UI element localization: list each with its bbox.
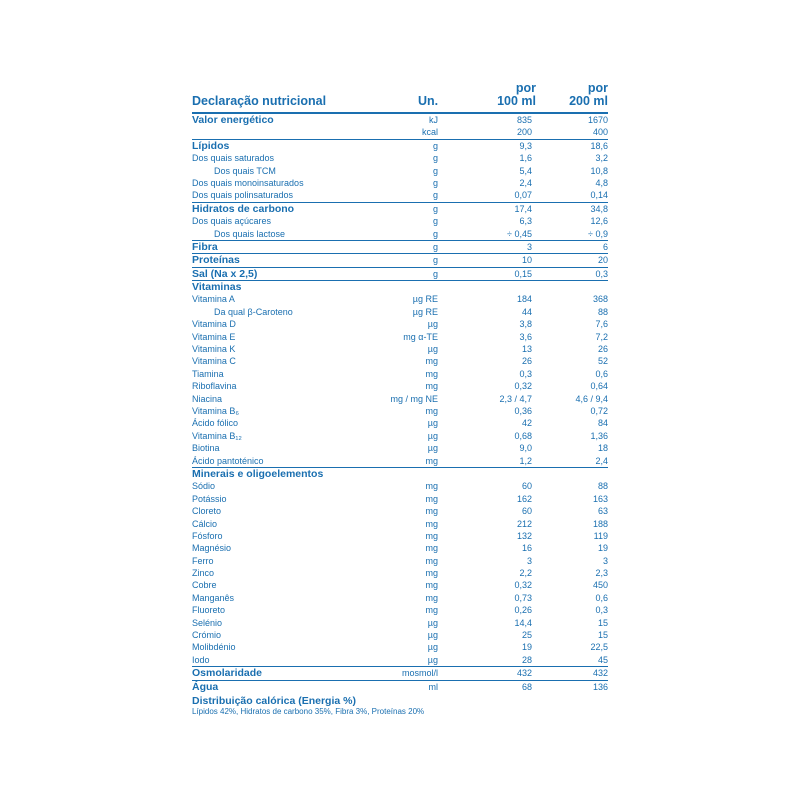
caloric-distribution-title: Distribuição calórica (Energia %) [192,694,356,707]
value-per-100ml: 200 [516,127,532,138]
value-per-100ml: 1,2 [519,455,532,466]
value-per-100ml: 6,3 [519,216,532,227]
value-per-100ml: 0,36 [514,405,532,416]
nutrient-name: Ferro [192,555,214,566]
value-per-100ml: 0,26 [514,605,532,616]
nutrient-unit: g [432,165,438,176]
nutrient-unit: mg [425,455,438,466]
value-per-200ml: 88 [597,306,608,317]
value-per-200ml: 22,5 [590,642,608,653]
value-per-100ml: 132 [516,530,532,541]
nutrient-name: Potássio [192,493,227,504]
value-per-100ml: 0,07 [514,190,532,201]
table-row [192,555,608,567]
value-per-100ml: 42 [521,418,532,429]
nutrient-unit: mg [425,405,438,416]
value-per-200ml: 119 [593,530,608,541]
table-row [192,126,608,138]
nutrient-unit: mg [425,580,438,591]
table-row [192,480,608,492]
nutrient-name: Molibdénio [192,642,236,653]
nutrient-name: Iodo [192,654,210,665]
value-per-200ml: 0,3 [595,605,608,616]
nutrient-unit: µg [427,630,438,641]
value-per-100ml: 28 [521,654,532,665]
nutrient-name: Hidratos de carbono [192,202,295,215]
value-per-200ml: 0,6 [595,592,608,603]
value-per-200ml: 136 [592,681,608,692]
nutrient-unit: g [432,153,438,164]
table-row [192,306,608,318]
value-per-200ml: 0,72 [590,405,608,416]
nutrient-name: Vitamina A [192,294,235,305]
table-row [192,666,608,679]
nutrient-unit: g [432,241,438,252]
table-row [192,592,608,604]
table-row [192,629,608,641]
table-row [192,253,608,266]
value-per-200ml: 432 [592,668,608,679]
nutrient-name: Fibra [192,240,218,253]
value-per-100ml: 212 [516,518,532,529]
value-per-200ml: 26 [597,344,608,355]
nutrient-name: Vitamina B₁₂ [192,430,242,441]
nutrient-unit: mg [425,543,438,554]
nutrient-name: Osmolaridade [192,667,263,680]
nutrient-name: Dos quais monoinsaturados [192,177,304,188]
nutrient-name: Vitamina E [192,331,236,342]
nutrient-unit: ml [428,681,438,692]
nutrient-name: Proteínas [192,254,240,267]
table-row [192,505,608,517]
value-per-200ml: 34,8 [590,203,608,214]
value-per-100ml: 3,6 [519,331,532,342]
table-row [192,165,608,177]
value-per-100ml: 3 [526,241,532,252]
nutrient-name: Tiamina [192,368,224,379]
table-row [192,267,608,280]
table-row [192,430,608,442]
nutrient-unit: µg [427,430,438,441]
nutrient-unit: g [432,177,438,188]
value-per-200ml: 52 [597,356,608,367]
table-row [192,604,608,616]
value-per-200ml: 3 [602,555,608,566]
nutrient-unit: mg [425,568,438,579]
value-per-100ml: 60 [521,506,532,517]
value-per-100ml: 19 [521,642,532,653]
value-per-200ml: 2,4 [595,455,608,466]
value-per-100ml: ÷ 0,45 [507,228,532,239]
nutrient-name: Vitamina K [192,344,236,355]
nutrient-unit: mosmol/l [401,668,438,679]
table-row [192,113,608,126]
nutrient-name: Niacina [192,393,223,404]
table-row [192,680,608,693]
value-per-200ml: 450 [592,580,608,591]
table-row [192,355,608,367]
value-per-100ml: 26 [521,356,532,367]
table-row [192,215,608,227]
nutrient-unit: µg [427,443,438,454]
nutrient-unit: µg RE [412,294,438,305]
nutrient-name: Crómio [192,630,222,641]
nutrient-name: Dos quais açúcares [192,216,272,227]
nutrient-unit: µg [427,654,438,665]
table-row [192,405,608,417]
nutrient-name: Cloreto [192,506,222,517]
nutrient-unit: µg RE [412,306,438,317]
table-row [192,177,608,189]
table-row [192,202,608,215]
value-per-200ml: 15 [597,617,608,628]
nutrient-unit: g [432,216,438,227]
nutrient-name: Sal (Na x 2,5) [192,267,258,280]
value-per-100ml: 5,4 [519,165,532,176]
nutrient-name: Vitamina B₆ [192,405,239,416]
nutrient-unit: kJ [429,115,438,125]
value-per-100ml: 835 [516,115,532,125]
value-per-100ml: 9,0 [519,443,532,454]
value-per-200ml: 10,8 [590,165,608,176]
value-per-200ml: 45 [597,654,608,665]
value-per-100ml: 3,8 [519,319,532,330]
value-per-200ml: 0,6 [595,368,608,379]
value-per-200ml: 4,6 / 9,4 [575,393,608,404]
value-per-100ml: 9,3 [519,140,532,151]
nutrient-name: Ácido pantoténico [192,455,264,466]
nutrient-unit: mg [425,356,438,367]
nutrient-unit: mg [425,555,438,566]
value-per-200ml: 368 [592,294,608,305]
nutrient-name: Biotina [192,443,220,454]
nutrient-unit: mg [425,592,438,603]
nutrient-unit: g [432,268,438,279]
value-per-200ml: 188 [592,518,608,529]
nutrient-name: Dos quais TCM [214,165,276,176]
value-per-200ml: 63 [597,506,608,517]
table-row [192,240,608,253]
nutrient-name: Sódio [192,481,216,492]
nutrient-name: Vitaminas [192,281,242,294]
table-row [192,318,608,330]
value-per-100ml: 68 [521,681,532,692]
value-per-100ml: 60 [521,481,532,492]
value-per-200ml: 18,6 [590,140,608,151]
nutrient-unit: µg [427,344,438,355]
table-row [192,331,608,343]
nutrient-name: Água [192,680,219,693]
table-title: Declaração nutricional [192,94,327,108]
table-row [192,368,608,380]
nutrient-name: Valor energético [192,114,274,126]
value-per-100ml: 25 [521,630,532,641]
nutrient-unit: mg [425,605,438,616]
table-row [192,654,608,666]
value-per-200ml: 15 [597,630,608,641]
nutrient-unit: mg α-TE [403,331,438,342]
nutrient-name: Riboflavina [192,381,237,392]
value-per-200ml: 2,3 [595,568,608,579]
table-row [192,189,608,201]
nutrient-unit: mg [425,493,438,504]
value-per-100ml: 0,73 [514,592,532,603]
value-per-200ml: 88 [597,481,608,492]
nutrient-name: Vitamina D [192,319,236,330]
nutrient-unit: mg [425,368,438,379]
nutrient-name: Manganês [192,592,235,603]
value-per-200ml: 163 [592,493,608,504]
value-per-100ml: 0,32 [514,580,532,591]
value-per-100ml: 2,4 [519,177,532,188]
nutrient-unit: µg [427,418,438,429]
table-row [192,393,608,405]
unit-column-header: Un. [418,94,439,108]
value-per-100ml: 184 [516,294,532,305]
nutrient-unit: µg [427,642,438,653]
table-header [192,82,608,113]
caloric-distribution-text: Lípidos 42%, Hidratos de carbono 35%, Fibra 3%, Proteínas 20% [192,706,425,716]
nutrient-unit: mg [425,381,438,392]
value-per-100ml: 1,6 [519,153,532,164]
nutrient-name: Dos quais lactose [214,228,286,239]
value-per-200ml: 6 [602,241,608,252]
value-per-100ml: 2,3 / 4,7 [499,393,532,404]
value-per-200ml: 7,2 [595,331,608,342]
value-per-100ml: 44 [521,306,532,317]
table-row [192,343,608,355]
nutrient-unit: g [432,255,438,266]
table-row [192,493,608,505]
value-per-100ml: 10 [521,255,532,266]
value-per-200ml: 84 [597,418,608,429]
table-row [192,228,608,240]
table-row [192,293,608,305]
value-per-200ml: 0,14 [590,190,608,201]
nutrient-name: Cálcio [192,518,218,529]
value-per-100ml: 0,3 [519,368,532,379]
value-per-200ml: 4,8 [595,177,608,188]
table-row [192,467,608,480]
nutrient-name: Da qual β-Caroteno [214,306,293,317]
nutrient-unit: mg [425,506,438,517]
value-per-100ml: 432 [516,668,532,679]
nutrient-name: Vitamina C [192,356,236,367]
value-per-100ml: 162 [516,493,532,504]
table-row [192,617,608,629]
value-per-100ml: 0,32 [514,381,532,392]
nutrient-name: Cobre [192,580,217,591]
value-per-200ml: ÷ 0,9 [588,228,608,239]
table-row [192,518,608,530]
nutrient-name: Fluoreto [192,605,226,616]
table-row [192,542,608,554]
table-row [192,567,608,579]
nutrient-unit: mg [425,518,438,529]
table-row [192,152,608,164]
nutrient-unit: g [432,228,438,239]
value-per-100ml: 14,4 [514,617,532,628]
value-per-100ml: 2,2 [519,568,532,579]
nutrient-unit: g [432,190,438,201]
table-row [192,579,608,591]
value-per-200ml: 0,3 [595,268,608,279]
nutrient-unit: kcal [421,127,438,138]
table-row [192,455,608,467]
value-per-100ml: 3 [526,555,532,566]
nutrient-unit: µg [427,319,438,330]
value-per-100ml: 13 [521,344,532,355]
nutrient-name: Selénio [192,617,223,628]
table-body [192,113,608,693]
value-per-100ml: 17,4 [514,203,532,214]
value-per-200ml: 0,64 [590,381,608,392]
value-per-200ml: 1,36 [590,430,608,441]
table-row [192,380,608,392]
value-per-100ml: 16 [521,543,532,554]
value-per-100ml: 0,15 [514,268,532,279]
nutrient-name: Magnésio [192,543,232,554]
value-per-200ml: 400 [592,127,608,138]
value-per-200ml: 20 [597,255,608,266]
nutrient-unit: g [432,203,438,214]
nutrient-name: Ácido fólico [192,418,239,429]
table-row [192,442,608,454]
nutrient-unit: mg / mg NE [390,393,438,404]
table-row [192,641,608,653]
nutrition-declaration-table [192,82,608,717]
value-per-200ml: 18 [597,443,608,454]
per-100ml-column-header: por 100 ml [497,81,536,108]
table-row [192,530,608,542]
nutrient-name: Minerais e oligoelementos [192,467,324,480]
nutrient-name: Fósforo [192,530,223,541]
nutrient-unit: g [432,140,438,151]
nutrient-unit: mg [425,530,438,541]
value-per-200ml: 3,2 [595,153,608,164]
nutrient-name: Lípidos [192,139,230,152]
table-row [192,139,608,152]
nutrient-unit: µg [427,617,438,628]
nutrient-unit: mg [425,481,438,492]
per-200ml-column-header: por 200 ml [569,81,608,108]
nutrient-name: Dos quais saturados [192,153,275,164]
nutrient-name: Dos quais polinsaturados [192,190,294,201]
value-per-200ml: 12,6 [590,216,608,227]
nutrient-name: Zinco [192,568,215,579]
table-row [192,417,608,429]
value-per-200ml: 1670 [587,115,608,125]
table-row [192,280,608,293]
value-per-200ml: 19 [597,543,608,554]
value-per-100ml: 0,68 [514,430,532,441]
value-per-200ml: 7,6 [595,319,608,330]
